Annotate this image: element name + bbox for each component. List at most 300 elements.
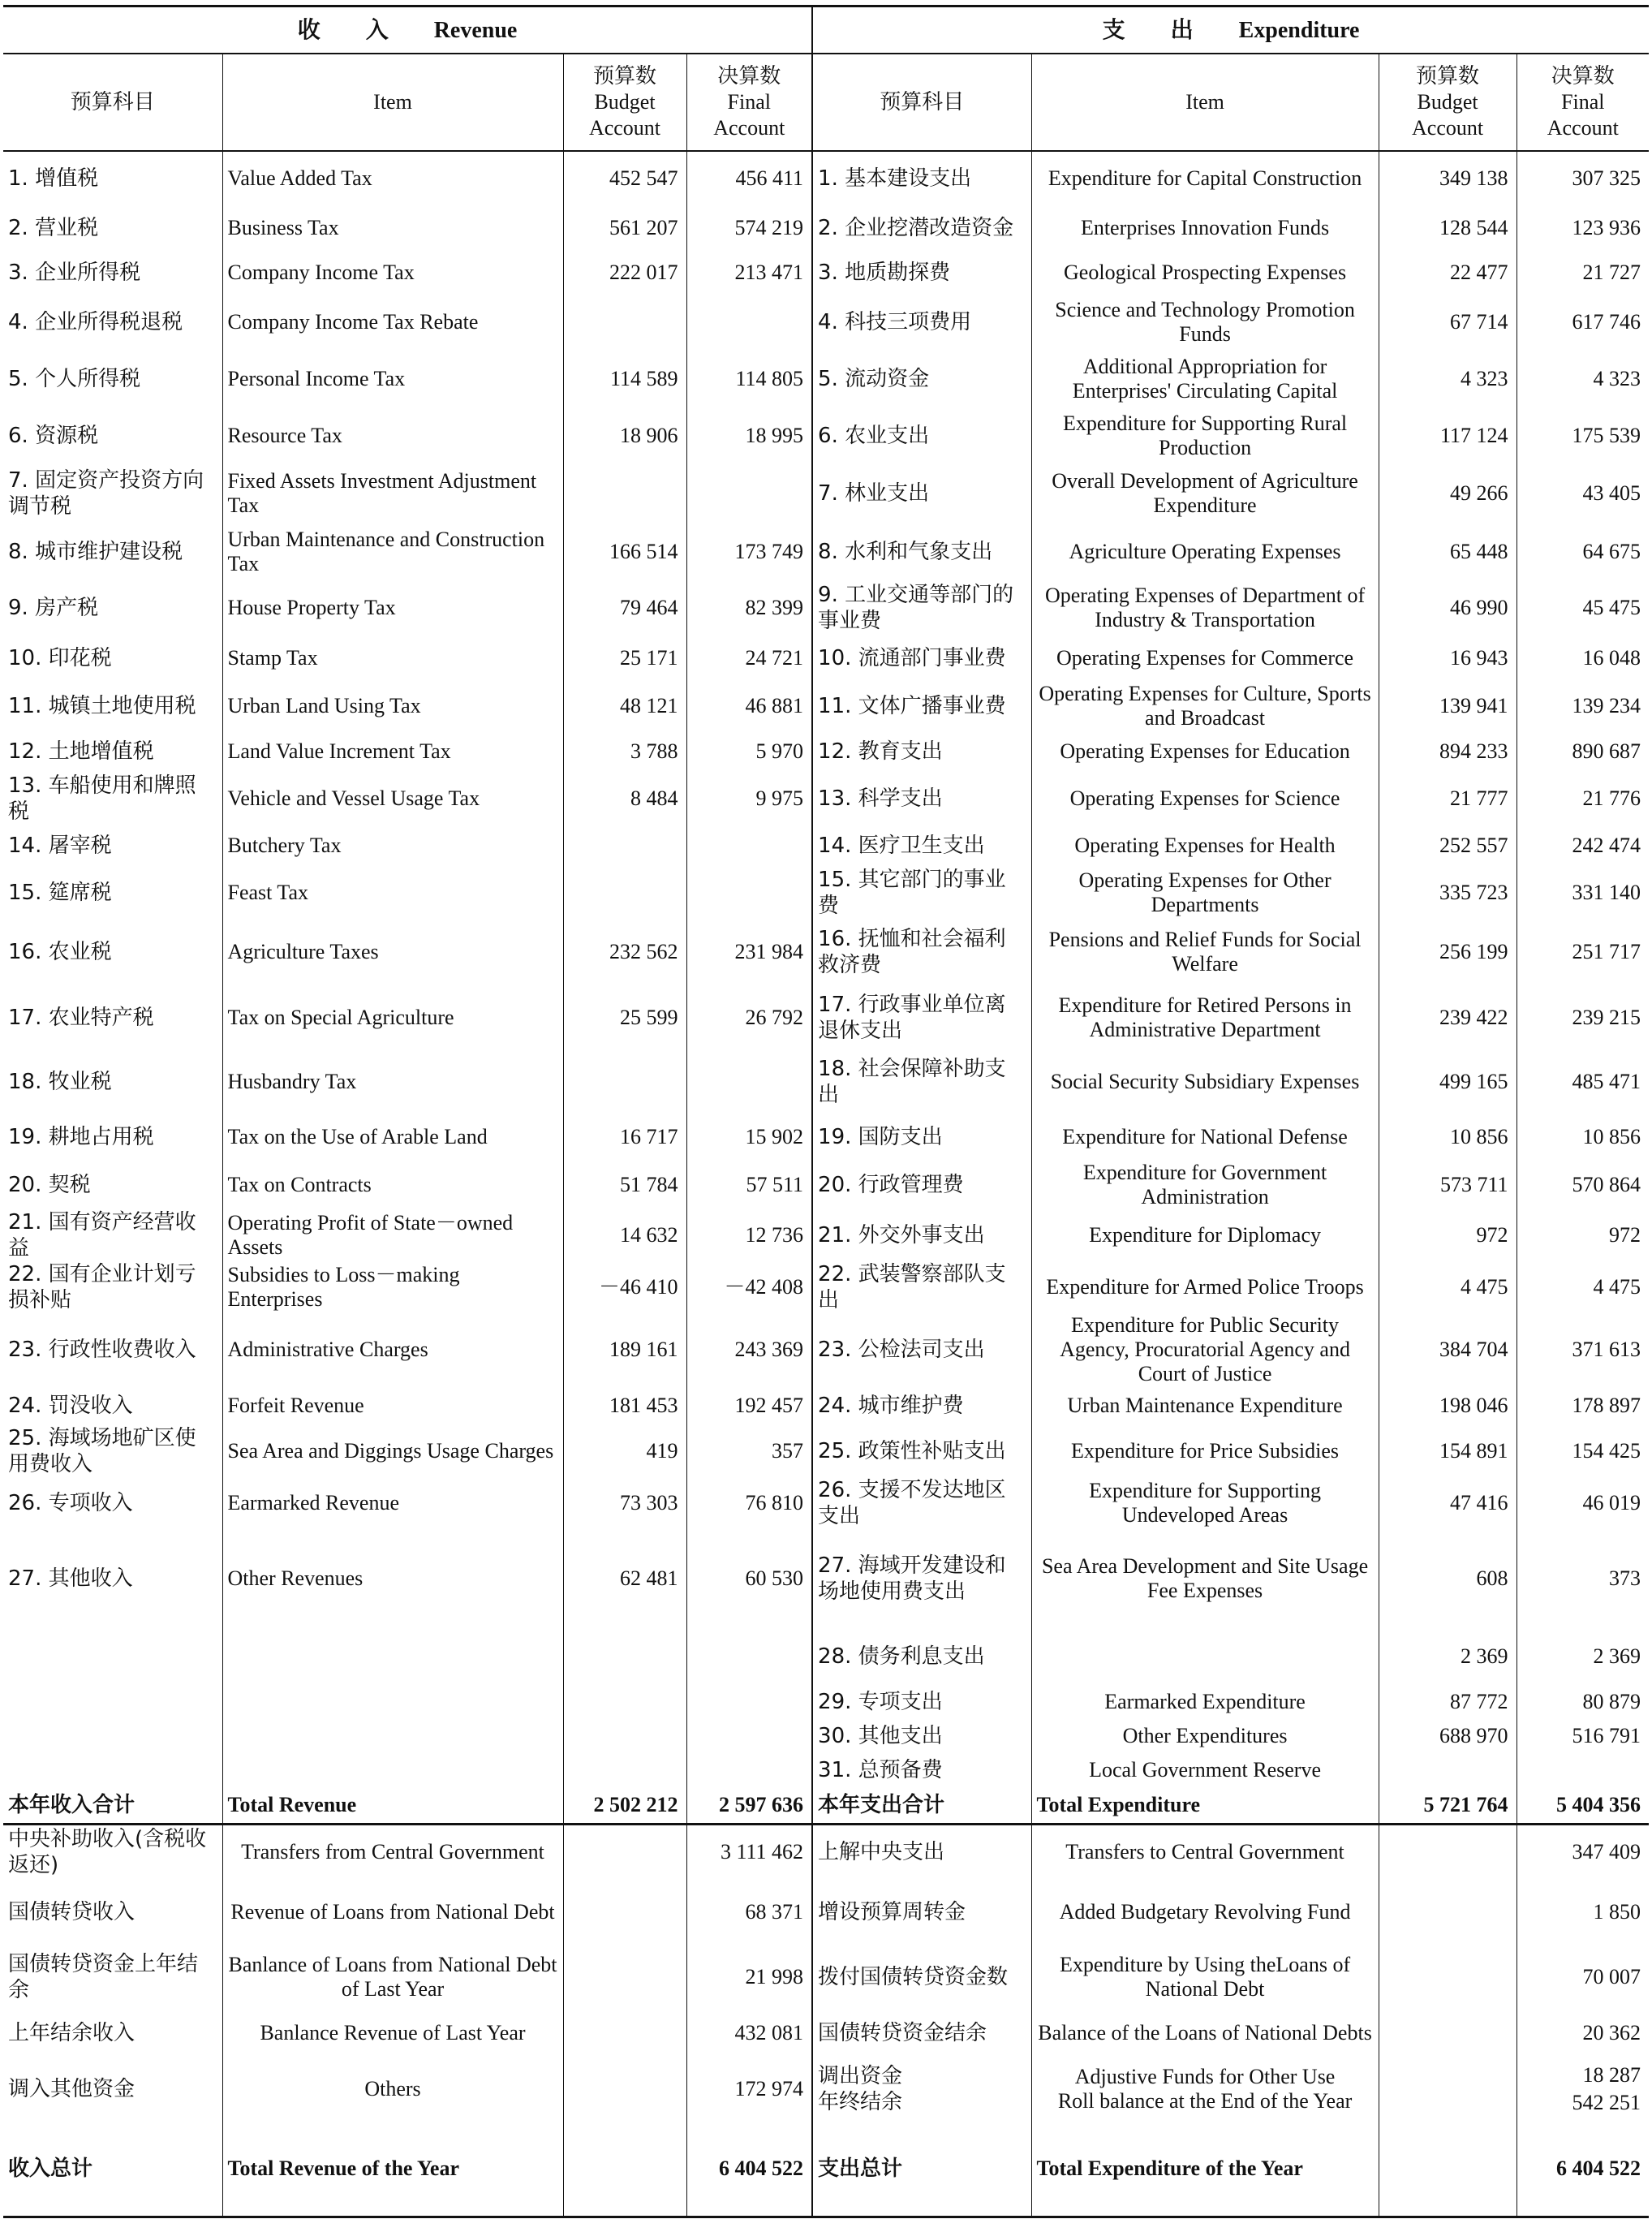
- revenue-budget-value: [563, 867, 686, 919]
- revenue-budget-value: 452 547: [563, 151, 686, 205]
- table-row: [3, 294, 1649, 351]
- revenue-final-value: 243 369: [686, 1313, 812, 1386]
- expenditure-budget-value: 972: [1379, 1209, 1516, 1261]
- revenue-item-en: Company Income Tax Rebate: [222, 294, 563, 351]
- revenue-budget-value: 62 481: [563, 1529, 686, 1628]
- expenditure-item-en: Pensions and Relief Funds for Social Welfare: [1031, 919, 1379, 985]
- expenditure-final-value: 373: [1609, 1566, 1641, 1590]
- revenue-budget-value: 16 717: [563, 1114, 686, 1161]
- grand-total-row: [3, 2122, 1649, 2217]
- expenditure-item-cn: 5. 流动资金: [812, 351, 1031, 407]
- table-row: [3, 1628, 1649, 1685]
- expenditure-item-cn: 18. 社会保障补助支出: [812, 1050, 1031, 1114]
- rev-header-budget: [563, 54, 686, 151]
- expenditure-item-en: Expenditure for Armed Police Troops: [1031, 1261, 1379, 1313]
- expenditure-item-en: Expenditure for Public Security Agency, Procuratorial Agency and Court of Justice: [1031, 1313, 1379, 1386]
- expenditure-final-value: 139 234: [1572, 694, 1641, 717]
- expenditure-budget-value: 4 323: [1379, 351, 1516, 407]
- expenditure-item-cn: 20. 行政管理费: [812, 1161, 1031, 1209]
- table-row: [3, 1477, 1649, 1529]
- expenditure-budget-value: 384 704: [1379, 1313, 1516, 1386]
- revenue-item-cn: 16. 农业税: [3, 919, 222, 985]
- rev-header-final: [686, 54, 812, 151]
- expenditure-item-en: Expenditure for Price Subsidies: [1031, 1425, 1379, 1477]
- bottom-revenue-en: Transfers from Central Government: [222, 1825, 563, 1880]
- table-row: [3, 351, 1649, 407]
- table-row: [3, 1880, 1649, 1945]
- revenue-item-en: Feast Tax: [222, 867, 563, 919]
- bottom-revenue-cn: 国债转贷资金上年结余: [3, 1945, 222, 2010]
- revenue-budget-value: 419: [563, 1425, 686, 1477]
- revenue-item-en: Earmarked Revenue: [222, 1477, 563, 1529]
- expenditure-final-value: 617 746: [1572, 310, 1641, 334]
- table-row: [3, 205, 1649, 252]
- table-row: [3, 1753, 1649, 1787]
- expenditure-item-cn: 21. 外交外事支出: [812, 1209, 1031, 1261]
- rev-header-en-item: Item: [222, 54, 563, 151]
- revenue-final-value: 114 805: [686, 351, 812, 407]
- revenue-item-cn: 21. 国有资产经营收益: [3, 1209, 222, 1261]
- expenditure-final-value: 485 471: [1572, 1070, 1641, 1093]
- revenue-item-en: [222, 1753, 563, 1787]
- expenditure-item-cn: 14. 医疗卫生支出: [812, 825, 1031, 867]
- expenditure-item-cn: 22. 武装警察部队支出: [812, 1261, 1031, 1313]
- revenue-budget-value: －46 410: [563, 1261, 686, 1313]
- expenditure-budget-value: 256 199: [1379, 919, 1516, 985]
- bottom-revenue-budget: [563, 1880, 686, 1945]
- expenditure-budget-value: 128 544: [1379, 205, 1516, 252]
- bottom-revenue-en: Revenue of Loans from National Debt: [222, 1880, 563, 1945]
- revenue-item-en: [222, 1628, 563, 1685]
- expenditure-item-cn: 30. 其他支出: [812, 1719, 1031, 1753]
- expenditure-item-cn: 25. 政策性补贴支出: [812, 1425, 1031, 1477]
- expenditure-final-value: 251 717: [1572, 940, 1641, 963]
- bottom-rows: [3, 1825, 1649, 2122]
- revenue-final-value: [686, 1753, 812, 1787]
- revenue-item-cn: 4. 企业所得税退税: [3, 294, 222, 351]
- revenue-item-cn: [3, 1719, 222, 1753]
- exp-budget-h1: 预算数: [1416, 64, 1480, 88]
- revenue-final-value: 192 457: [686, 1386, 812, 1425]
- revenue-budget-value: 181 453: [563, 1386, 686, 1425]
- revenue-item-en: Personal Income Tax: [222, 351, 563, 407]
- rev-total-final: 2 597 636: [686, 1787, 812, 1825]
- bottom-revenue-cn: 调入其他资金: [3, 2057, 222, 2122]
- bottom-expenditure-budget: [1379, 1945, 1516, 2010]
- expenditure-item-cn: 23. 公检法司支出: [812, 1313, 1031, 1386]
- revenue-final-value: 82 399: [686, 581, 812, 635]
- expenditure-item-cn: 8. 水利和气象支出: [812, 523, 1031, 581]
- rev-grand-final: 6 404 522: [686, 2122, 812, 2217]
- bottom-revenue-budget: [563, 2010, 686, 2057]
- exp-total-final: 5 404 356: [1516, 1787, 1649, 1825]
- expenditure-budget-value: 47 416: [1379, 1477, 1516, 1529]
- revenue-final-value: [686, 825, 812, 867]
- expenditure-budget-value: 608: [1379, 1529, 1516, 1628]
- expenditure-final-value: 516 791: [1572, 1724, 1641, 1747]
- table-row: [3, 985, 1649, 1050]
- expenditure-budget-value: 573 711: [1379, 1161, 1516, 1209]
- revenue-item-en: Value Added Tax: [222, 151, 563, 205]
- expenditure-item-en: Local Government Reserve: [1031, 1753, 1379, 1787]
- revenue-budget-value: 8 484: [563, 773, 686, 825]
- exp-total-cn: 本年支出合计: [812, 1787, 1031, 1825]
- revenue-item-cn: 2. 营业税: [3, 205, 222, 252]
- table-row: [3, 1386, 1649, 1425]
- revenue-budget-value: 79 464: [563, 581, 686, 635]
- expenditure-item-en: Operating Expenses for Science: [1031, 773, 1379, 825]
- bottom-revenue-budget: [563, 1945, 686, 2010]
- exp-budget-h3: Account: [1412, 116, 1484, 140]
- expenditure-final-value: 239 215: [1572, 1006, 1641, 1029]
- expenditure-item-cn: 26. 支援不发达地区支出: [812, 1477, 1031, 1529]
- section-title-row: [3, 6, 1649, 54]
- revenue-item-cn: 12. 土地增值税: [3, 730, 222, 773]
- expenditure-budget-value: 16 943: [1379, 635, 1516, 682]
- expenditure-item-en: Additional Appropriation for Enterprises' Circulating Capital: [1031, 351, 1379, 407]
- revenue-item-cn: 13. 车船使用和牌照税: [3, 773, 222, 825]
- bottom-revenue-en: Banlance of Loans from National Debt of Last Year: [222, 1945, 563, 2010]
- revenue-final-value: 231 984: [686, 919, 812, 985]
- expenditure-final-value: 154 425: [1572, 1439, 1641, 1463]
- expenditure-item-en: Other Expenditures: [1031, 1719, 1379, 1753]
- expenditure-budget-value: 87 772: [1379, 1685, 1516, 1719]
- expenditure-item-cn: 11. 文体广播事业费: [812, 682, 1031, 730]
- revenue-budget-value: 3 788: [563, 730, 686, 773]
- bottom-expenditure-budget: [1379, 2010, 1516, 2057]
- table-row: [3, 919, 1649, 985]
- revenue-final-value: [686, 1719, 812, 1753]
- expenditure-item-cn: 29. 专项支出: [812, 1685, 1031, 1719]
- revenue-item-en: Administrative Charges: [222, 1313, 563, 1386]
- revenue-item-cn: 8. 城市维护建设税: [3, 523, 222, 581]
- revenue-budget-value: 73 303: [563, 1477, 686, 1529]
- exp-grand-budget: [1379, 2122, 1516, 2217]
- revenue-item-en: [222, 1719, 563, 1753]
- bottom-revenue-budget: [563, 2057, 686, 2122]
- bottom-expenditure-final-line: 18 287: [1582, 2062, 1641, 2087]
- rev-budget-h1: 预算数: [592, 64, 656, 88]
- revenue-item-en: Operating Profit of State－owned Assets: [222, 1209, 563, 1261]
- expenditure-item-cn: 3. 地质勘探费: [812, 252, 1031, 294]
- expenditure-item-cn: 19. 国防支出: [812, 1114, 1031, 1161]
- revenue-final-value: 9 975: [686, 773, 812, 825]
- exp-final-h1: 决算数: [1551, 64, 1615, 88]
- table-row: [3, 1825, 1649, 1880]
- bottom-revenue-final: 172 974: [686, 2057, 812, 2122]
- rev-grand-en: Total Revenue of the Year: [222, 2122, 563, 2217]
- revenue-item-en: Sea Area and Diggings Usage Charges: [222, 1425, 563, 1477]
- expenditure-item-cn: 16. 抚恤和社会福利救济费: [812, 919, 1031, 985]
- rev-final-h2: Final: [727, 90, 771, 114]
- expenditure-item-cn: 10. 流通部门事业费: [812, 635, 1031, 682]
- revenue-budget-value: [563, 1719, 686, 1753]
- table-row: [3, 1313, 1649, 1386]
- expenditure-item-cn: 4. 科技三项费用: [812, 294, 1031, 351]
- rev-budget-h2: Budget: [594, 90, 656, 114]
- bottom-revenue-final: 432 081: [686, 2010, 812, 2057]
- revenue-item-en: Husbandry Tax: [222, 1050, 563, 1114]
- expenditure-item-en: Expenditure for Retired Persons in Administrative Department: [1031, 985, 1379, 1050]
- expenditure-budget-value: 252 557: [1379, 825, 1516, 867]
- expenditure-item-cn: 31. 总预备费: [812, 1753, 1031, 1787]
- expenditure-item-cn: 2. 企业挖潜改造资金: [812, 205, 1031, 252]
- revenue-final-value: 26 792: [686, 985, 812, 1050]
- revenue-budget-value: 48 121: [563, 682, 686, 730]
- main-rows: [3, 151, 1649, 1787]
- exp-grand-final: 6 404 522: [1516, 2122, 1649, 2217]
- revenue-title-cn: 收 入: [297, 15, 389, 43]
- revenue-item-en: Tax on Special Agriculture: [222, 985, 563, 1050]
- expenditure-budget-value: 46 990: [1379, 581, 1516, 635]
- bottom-revenue-budget: [563, 1825, 686, 1880]
- revenue-item-en: House Property Tax: [222, 581, 563, 635]
- revenue-item-cn: 22. 国有企业计划亏损补贴: [3, 1261, 222, 1313]
- revenue-budget-value: 232 562: [563, 919, 686, 985]
- exp-budget-h2: Budget: [1417, 90, 1478, 114]
- exp-header-cn-item: 预算科目: [812, 54, 1031, 151]
- bottom-expenditure-en-line: Roll balance at the End of the Year: [1057, 2088, 1353, 2113]
- exp-grand-en: Total Expenditure of the Year: [1031, 2122, 1379, 2217]
- expenditure-item-en: Sea Area Development and Site Usage Fee Expenses: [1031, 1529, 1379, 1628]
- revenue-budget-value: 561 207: [563, 205, 686, 252]
- table-row: [3, 1529, 1649, 1628]
- expenditure-final-value: 10 856: [1582, 1125, 1641, 1148]
- expenditure-budget-value: 49 266: [1379, 464, 1516, 523]
- revenue-final-value: 15 902: [686, 1114, 812, 1161]
- rev-grand-budget: [563, 2122, 686, 2217]
- expenditure-budget-value: 139 941: [1379, 682, 1516, 730]
- revenue-final-value: [686, 294, 812, 351]
- revenue-budget-value: 18 906: [563, 407, 686, 464]
- expenditure-budget-value: 335 723: [1379, 867, 1516, 919]
- bottom-revenue-cn: 国债转贷收入: [3, 1880, 222, 1945]
- revenue-final-value: 60 530: [686, 1529, 812, 1628]
- expenditure-item-en: Expenditure for Supporting Undeveloped Areas: [1031, 1477, 1379, 1529]
- revenue-item-cn: 20. 契税: [3, 1161, 222, 1209]
- rev-total-en: Total Revenue: [222, 1787, 563, 1825]
- expenditure-budget-value: 198 046: [1379, 1386, 1516, 1425]
- expenditure-final-value: 371 613: [1572, 1338, 1641, 1361]
- expenditure-item-cn: 27. 海域开发建设和场地使用费支出: [812, 1529, 1031, 1628]
- year-total-row: [3, 1787, 1649, 1825]
- bottom-expenditure-en: Transfers to Central Government: [1031, 1825, 1379, 1880]
- expenditure-final-value: 972: [1609, 1223, 1641, 1247]
- expenditure-section-title: [812, 6, 1649, 54]
- bottom-expenditure-cn: 上解中央支出: [812, 1825, 1031, 1880]
- revenue-item-cn: 23. 行政性收费收入: [3, 1313, 222, 1386]
- revenue-final-value: [686, 867, 812, 919]
- revenue-title-en: Revenue: [433, 17, 518, 43]
- expenditure-final-value: 2 369: [1593, 1644, 1641, 1668]
- expenditure-budget-value: 688 970: [1379, 1719, 1516, 1753]
- expenditure-item-en: Operating Expenses of Department of Industry & Transportation: [1031, 581, 1379, 635]
- revenue-final-value: 46 881: [686, 682, 812, 730]
- revenue-item-en: Other Revenues: [222, 1529, 563, 1628]
- table-row: [3, 1425, 1649, 1477]
- expenditure-item-en: Expenditure for Capital Construction: [1031, 151, 1379, 205]
- table-row: [3, 1161, 1649, 1209]
- table-row: [3, 1945, 1649, 2010]
- revenue-item-en: Urban Maintenance and Construction Tax: [222, 523, 563, 581]
- revenue-budget-value: 51 784: [563, 1161, 686, 1209]
- revenue-budget-value: 25 599: [563, 985, 686, 1050]
- revenue-final-value: 5 970: [686, 730, 812, 773]
- table-row: [3, 2057, 1649, 2122]
- bottom-expenditure-cn-line: 调出资金: [818, 2063, 903, 2088]
- budget-table: [3, 5, 1649, 2218]
- bottom-expenditure-en: Expenditure by Using theLoans of National Debt: [1031, 1945, 1379, 2010]
- revenue-item-cn: 24. 罚没收入: [3, 1386, 222, 1425]
- expenditure-item-cn: 12. 教育支出: [812, 730, 1031, 773]
- revenue-budget-value: 222 017: [563, 252, 686, 294]
- revenue-budget-value: [563, 1050, 686, 1114]
- expenditure-item-en: Expenditure for Diplomacy: [1031, 1209, 1379, 1261]
- revenue-final-value: 456 411: [686, 151, 812, 205]
- rev-grand-cn: 收入总计: [3, 2122, 222, 2217]
- table-row: [3, 464, 1649, 523]
- expenditure-budget-value: 894 233: [1379, 730, 1516, 773]
- expenditure-item-cn: 1. 基本建设支出: [812, 151, 1031, 205]
- expenditure-budget-value: 499 165: [1379, 1050, 1516, 1114]
- table-row: [3, 252, 1649, 294]
- table-row: [3, 773, 1649, 825]
- revenue-item-cn: 14. 屠宰税: [3, 825, 222, 867]
- rev-total-budget: 2 502 212: [563, 1787, 686, 1825]
- expenditure-final-value: 4 475: [1593, 1275, 1641, 1299]
- table-row: [3, 1209, 1649, 1261]
- expenditure-item-en: Operating Expenses for Culture, Sports and Broadcast: [1031, 682, 1379, 730]
- rev-header-cn-item: 预算科目: [3, 54, 222, 151]
- revenue-final-value: －42 408: [686, 1261, 812, 1313]
- expenditure-item-en: Expenditure for Government Administration: [1031, 1161, 1379, 1209]
- expenditure-budget-value: 4 475: [1379, 1261, 1516, 1313]
- expenditure-item-en: Operating Expenses for Commerce: [1031, 635, 1379, 682]
- expenditure-item-en: Operating Expenses for Health: [1031, 825, 1379, 867]
- revenue-section-title: [3, 6, 812, 54]
- bottom-expenditure-final-line: 542 251: [1572, 2090, 1641, 2114]
- revenue-item-en: Butchery Tax: [222, 825, 563, 867]
- revenue-final-value: [686, 1050, 812, 1114]
- expenditure-item-cn: 15. 其它部门的事业费: [812, 867, 1031, 919]
- expenditure-budget-value: 21 777: [1379, 773, 1516, 825]
- bottom-revenue-final: 68 371: [686, 1880, 812, 1945]
- table-row: [3, 867, 1649, 919]
- expenditure-final-value: 307 325: [1572, 166, 1641, 190]
- expenditure-final-value: 175 539: [1572, 424, 1641, 447]
- expenditure-budget-value: 65 448: [1379, 523, 1516, 581]
- revenue-item-cn: 11. 城镇土地使用税: [3, 682, 222, 730]
- exp-header-final: [1516, 54, 1649, 151]
- expenditure-budget-value: 117 124: [1379, 407, 1516, 464]
- expenditure-final-value: 4 323: [1593, 367, 1641, 390]
- expenditure-item-cn: 24. 城市维护费: [812, 1386, 1031, 1425]
- table-row: [3, 825, 1649, 867]
- bottom-revenue-en: Others: [222, 2057, 563, 2122]
- revenue-item-cn: 25. 海域场地矿区使用费收入: [3, 1425, 222, 1477]
- revenue-budget-value: 114 589: [563, 351, 686, 407]
- revenue-item-cn: 15. 筵席税: [3, 867, 222, 919]
- revenue-final-value: 213 471: [686, 252, 812, 294]
- expenditure-budget-value: 154 891: [1379, 1425, 1516, 1477]
- revenue-final-value: 357: [686, 1425, 812, 1477]
- bottom-revenue-final: 3 111 462: [686, 1825, 812, 1880]
- table-row: [3, 1114, 1649, 1161]
- revenue-budget-value: [563, 294, 686, 351]
- bottom-expenditure-budget: [1379, 1880, 1516, 1945]
- table-row: [3, 1685, 1649, 1719]
- revenue-item-cn: 7. 固定资产投资方向调节税: [3, 464, 222, 523]
- expenditure-final-value: 570 864: [1572, 1173, 1641, 1196]
- exp-header-en-item: Item: [1031, 54, 1379, 151]
- revenue-budget-value: 166 514: [563, 523, 686, 581]
- revenue-item-cn: 17. 农业特产税: [3, 985, 222, 1050]
- expenditure-title-en: Expenditure: [1238, 17, 1360, 43]
- expenditure-final-value: 46 019: [1582, 1491, 1641, 1515]
- revenue-final-value: [686, 464, 812, 523]
- expenditure-item-en: Urban Maintenance Expenditure: [1031, 1386, 1379, 1425]
- revenue-item-en: Tax on Contracts: [222, 1161, 563, 1209]
- revenue-item-en: Resource Tax: [222, 407, 563, 464]
- expenditure-item-en: Earmarked Expenditure: [1031, 1685, 1379, 1719]
- revenue-budget-value: [563, 464, 686, 523]
- bottom-expenditure-final: 347 409: [1572, 1840, 1641, 1864]
- expenditure-final-value: 64 675: [1582, 540, 1641, 563]
- rev-final-h3: Account: [713, 116, 785, 140]
- expenditure-budget-value: 67 714: [1379, 294, 1516, 351]
- bottom-expenditure-cn: 国债转贷资金结余: [812, 2010, 1031, 2057]
- exp-header-budget: [1379, 54, 1516, 151]
- expenditure-budget-value: 10 856: [1379, 1114, 1516, 1161]
- revenue-item-en: Forfeit Revenue: [222, 1386, 563, 1425]
- expenditure-item-cn: 9. 工业交通等部门的事业费: [812, 581, 1031, 635]
- expenditure-budget-value: 2 369: [1379, 1628, 1516, 1685]
- table-row: [3, 1050, 1649, 1114]
- expenditure-item-en: Geological Prospecting Expenses: [1031, 252, 1379, 294]
- table-row: [3, 730, 1649, 773]
- bottom-expenditure-cn: 拨付国债转贷资金数: [812, 1945, 1031, 2010]
- revenue-final-value: 24 721: [686, 635, 812, 682]
- revenue-final-value: [686, 1685, 812, 1719]
- expenditure-final-value: 80 879: [1582, 1690, 1641, 1713]
- revenue-item-en: [222, 1685, 563, 1719]
- expenditure-final-value: [1516, 1753, 1649, 1787]
- bottom-expenditure-cn: 增设预算周转金: [812, 1880, 1031, 1945]
- table-row: [3, 635, 1649, 682]
- bottom-expenditure-budget: [1379, 2057, 1516, 2122]
- revenue-item-en: Land Value Increment Tax: [222, 730, 563, 773]
- bottom-revenue-cn: 中央补助收入(含税收返还): [3, 1825, 222, 1880]
- bottom-expenditure-en-line: Adjustive Funds for Other Use: [1074, 2064, 1336, 2088]
- bottom-expenditure-final: 20 362: [1582, 2020, 1641, 2044]
- rev-final-h1: 决算数: [717, 64, 781, 88]
- expenditure-final-value: 123 936: [1572, 216, 1641, 239]
- expenditure-budget-value: 239 422: [1379, 985, 1516, 1050]
- revenue-item-en: Fixed Assets Investment Adjustment Tax: [222, 464, 563, 523]
- expenditure-item-en: Science and Technology Promotion Funds: [1031, 294, 1379, 351]
- expenditure-final-value: 242 474: [1572, 834, 1641, 857]
- revenue-final-value: 574 219: [686, 205, 812, 252]
- expenditure-item-en: Enterprises Innovation Funds: [1031, 205, 1379, 252]
- exp-total-en: Total Expenditure: [1031, 1787, 1379, 1825]
- expenditure-item-en: Agriculture Operating Expenses: [1031, 523, 1379, 581]
- expenditure-budget-value: 22 477: [1379, 252, 1516, 294]
- bottom-expenditure-en: Balance of the Loans of National Debts: [1031, 2010, 1379, 2057]
- revenue-item-cn: 6. 资源税: [3, 407, 222, 464]
- bottom-revenue-cn: 上年结余收入: [3, 2010, 222, 2057]
- revenue-item-cn: 19. 耕地占用税: [3, 1114, 222, 1161]
- expenditure-final-value: 43 405: [1582, 481, 1641, 505]
